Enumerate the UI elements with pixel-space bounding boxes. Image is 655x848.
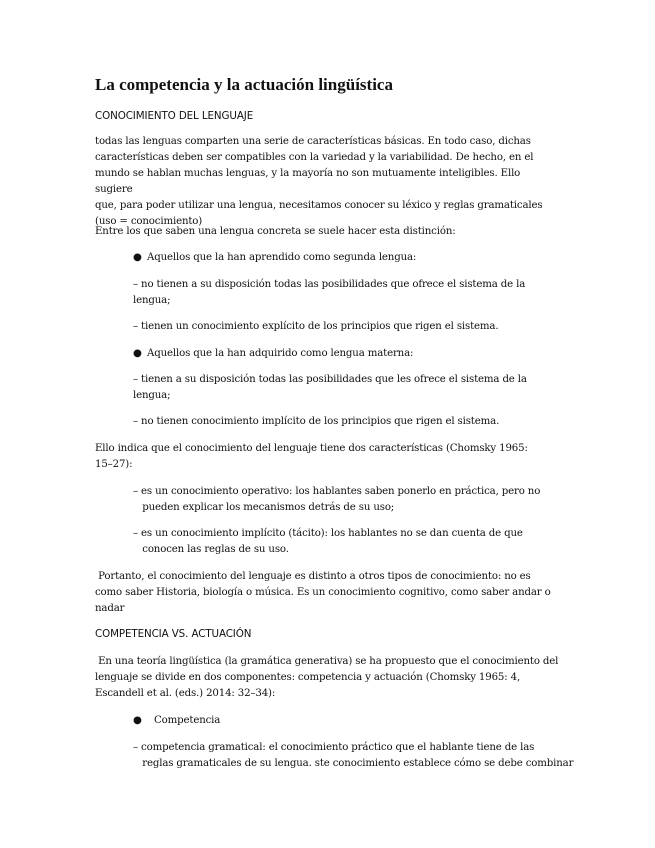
bullet-label: Competencia <box>154 715 221 726</box>
page-title: La competencia y la actuación lingüística <box>95 75 393 94</box>
paragraph-caracteristicas: Ello indica que el conocimiento del lenguaje tiene dos características (Chomsky 1965: 15–27): <box>95 443 528 470</box>
list-item-explicito: – tienen un conocimiento explícito de los principios que rigen el sistema. <box>133 321 499 332</box>
list-item-operativo: – es un conocimiento operativo: los hablantes saben ponerlo en práctica, pero no pueden explicar los mecanismos detrás de su uso; <box>133 486 541 513</box>
bullet-item-competencia <box>133 713 553 729</box>
bullet-item-lengua-materna <box>133 346 553 362</box>
bullet-icon: ● <box>133 252 142 263</box>
list-item-no-disposicion: – no tienen a su disposición todas las posibilidades que ofrece el sistema de la lengua; <box>133 279 526 306</box>
paragraph-distincion: Entre los que saben una lengua concreta se suele hacer esta distinción: <box>95 226 456 237</box>
bullet-item-segunda-lengua <box>133 250 553 266</box>
bullet-label: Aquellos que la han aprendido como segunda lengua: <box>147 252 417 263</box>
section-heading-competencia: COMPETENCIA VS. ACTUACIÓN <box>95 628 252 640</box>
list-item-tacito: – es un conocimiento implícito (tácito): los hablantes no se dan cuenta de que conocen las reglas de su uso. <box>133 528 523 555</box>
list-item-implicito: – no tienen conocimiento implícito de los principios que rigen el sistema. <box>133 416 500 427</box>
bullet-icon: ● <box>133 348 142 359</box>
list-item-disposicion: – tienen a su disposición todas las posibilidades que les ofrece el sistema de la lengua; <box>133 374 527 401</box>
list-item-competencia-gramatical: – competencia gramatical: el conocimiento práctico que el hablante tiene de las reglas gramaticales de su lengua. ste conocimiento establece cómo se debe combinar <box>133 742 574 769</box>
paragraph-teoria: En una teoría lingüística (la gramática generativa) se ha propuesto que el conocimiento del lenguaje se divide en dos componentes: competencia y actuación (Chomsky 1965: 4, Escandell et al. (eds.) 2014: 32–34): <box>95 656 559 699</box>
paragraph-portanto: Portanto, el conocimiento del lenguaje es distinto a otros tipos de conocimiento: no es como saber Historia, biología o música. Es un conocimiento cognitivo, como saber andar o nadar <box>95 571 551 614</box>
bullet-label: Aquellos que la han adquirido como lengua materna: <box>147 348 414 359</box>
paragraph-intro: todas las lenguas comparten una serie de características básicas. En todo caso, dichas características deben ser compatibles con la variedad y la variabilidad. De hecho, en el mundo se hablan muchas lenguas, y la mayoría no son mutuamente inteligibles. Ello sugiere que, para poder utilizar una lengua, necesitamos conocer su léxico y reglas gramaticales (uso = conocimiento) <box>95 136 543 227</box>
bullet-icon: ● <box>133 715 142 726</box>
section-heading-conocimiento: CONOCIMIENTO DEL LENGUAJE <box>95 110 254 122</box>
